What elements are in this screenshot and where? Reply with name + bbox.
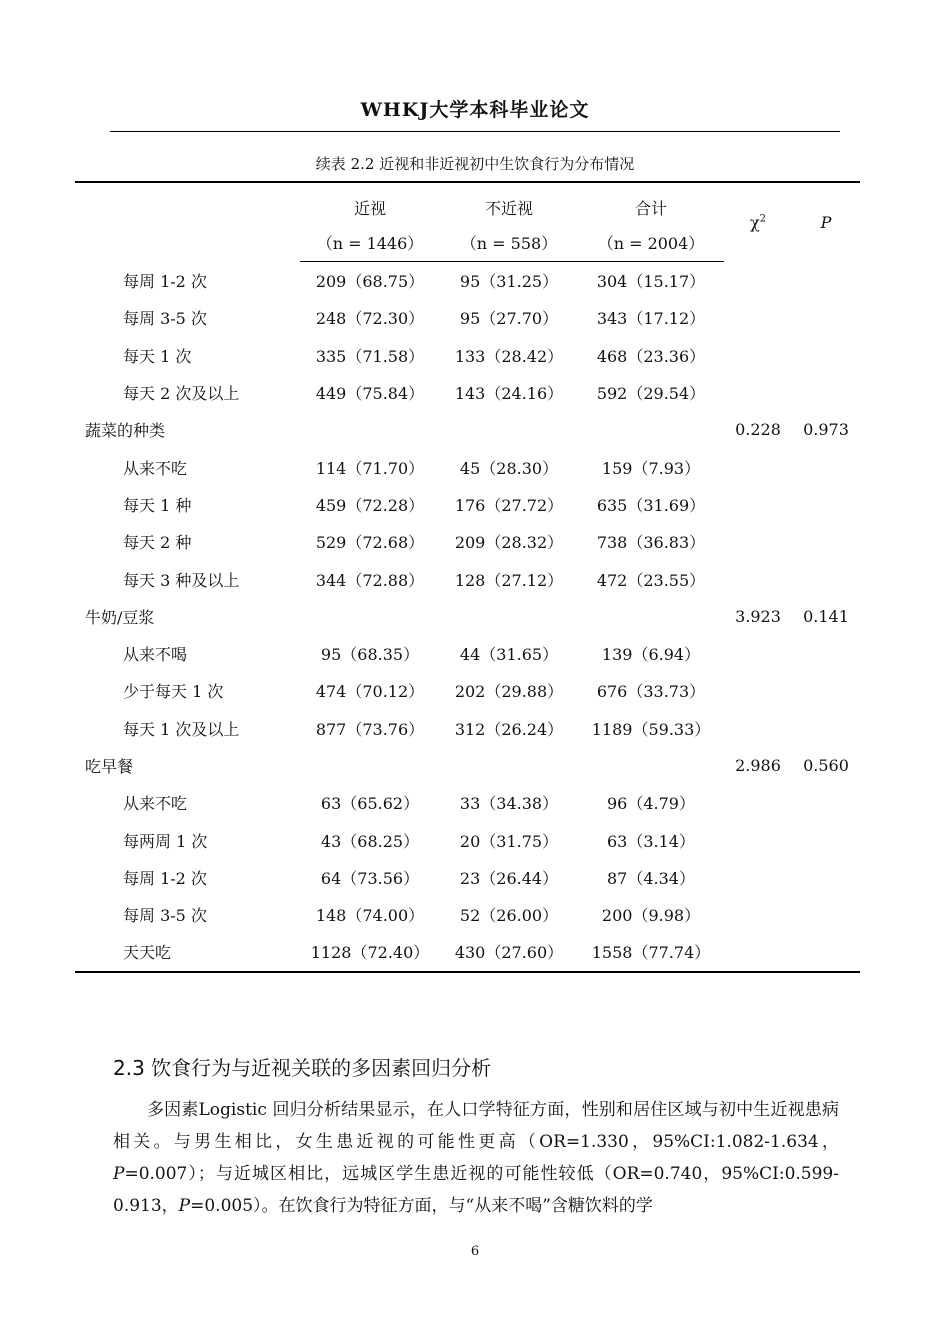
cell-chi-square bbox=[724, 933, 792, 971]
cell-total: 1558（77.74） bbox=[578, 933, 724, 971]
row-subcategory-label: 每天 2 种 bbox=[123, 533, 192, 553]
cell-myopia: 64（73.56） bbox=[320, 868, 420, 888]
cell-total: 63（3.14） bbox=[607, 831, 695, 851]
cell-p-value bbox=[792, 374, 860, 411]
cell-p-value bbox=[792, 784, 860, 821]
cell-non-myopia: 312（26.24） bbox=[454, 719, 564, 739]
table-caption: 续表 2.2 近视和非近视初中生饮食行为分布情况 bbox=[315, 155, 635, 173]
cell-p-value bbox=[792, 859, 860, 896]
row-subcategory-label: 天天吃 bbox=[75, 933, 300, 971]
cell-non-myopia: 33（34.38） bbox=[459, 794, 559, 814]
cell-chi-square bbox=[724, 672, 792, 709]
cell-non-myopia: 143（24.16） bbox=[454, 384, 564, 404]
row-subcategory-label: 每周 1-2 次 bbox=[123, 868, 207, 888]
cell-non-myopia: 20（31.75） bbox=[459, 831, 559, 851]
cell-chi-square bbox=[724, 859, 792, 896]
cell-p-value bbox=[792, 710, 860, 747]
cell-non-myopia: 52（26.00） bbox=[459, 906, 559, 926]
cell-myopia: 449（75.84） bbox=[315, 384, 425, 404]
cell-myopia: 1128（72.40） bbox=[300, 933, 440, 971]
row-subcategory-label: 从来不喝 bbox=[123, 645, 188, 665]
cell-chi-square bbox=[724, 337, 792, 374]
table-row bbox=[75, 262, 860, 300]
cell-p-value bbox=[792, 933, 860, 971]
cell-non-myopia: 23（26.44） bbox=[459, 868, 559, 888]
table-row bbox=[75, 896, 860, 933]
cell-total: 96（4.79） bbox=[607, 794, 695, 814]
cell-myopia bbox=[300, 747, 440, 784]
table-row bbox=[75, 821, 860, 858]
column-subheader-myopia-n: （n = 1446） bbox=[300, 223, 440, 262]
column-subheader-total-n: （n = 2004） bbox=[578, 223, 724, 262]
cell-chi-square bbox=[724, 262, 792, 300]
cell-chi-square: 3.923 bbox=[735, 606, 781, 626]
cell-myopia bbox=[300, 411, 440, 448]
row-subcategory-label: 每天 2 次及以上 bbox=[123, 384, 240, 404]
section-heading: 2.3 饮食行为与近视关联的多因素回归分析 bbox=[113, 1056, 492, 1080]
table-row bbox=[75, 523, 860, 560]
table-row bbox=[75, 560, 860, 597]
row-subcategory-label: 每周 3-5 次 bbox=[123, 309, 207, 329]
table-row bbox=[75, 747, 860, 784]
cell-p-value: 0.973 bbox=[803, 420, 849, 440]
row-subcategory-label: 每两周 1 次 bbox=[123, 831, 208, 851]
body-paragraph: 多因素Logistic 回归分析结果显示，在人口学特征方面，性别和居住区域与初中生近视患病相关。与男生相比，女生患近视的可能性更高（OR=1.330，95%CI:1.082-1.634，P=0.007）；与近城区相比，远城区学生患近视的可能性较低（OR=0.740，95%CI:0.599-0.913，P=0.005）。在饮食行为特征方面，与“从来不喝”含糖饮料的学 bbox=[113, 1100, 839, 1216]
thesis-header-title: WHKJ大学本科毕业论文 bbox=[360, 99, 590, 121]
table-row bbox=[75, 411, 860, 448]
column-header-total: 合计 bbox=[578, 182, 724, 223]
row-subcategory-label: 每天 1 种 bbox=[123, 495, 192, 515]
cell-total: 468（23.36） bbox=[596, 346, 706, 366]
cell-p-value bbox=[792, 560, 860, 597]
row-subcategory-label: 每周 3-5 次 bbox=[123, 906, 207, 926]
table-row bbox=[75, 933, 860, 971]
cell-chi-square bbox=[724, 560, 792, 597]
cell-p-value bbox=[792, 523, 860, 560]
column-header-myopia: 近视 bbox=[300, 182, 440, 223]
table-row bbox=[75, 635, 860, 672]
cell-myopia bbox=[300, 598, 440, 635]
cell-myopia: 209（68.75） bbox=[315, 272, 425, 292]
table-row bbox=[75, 598, 860, 635]
cell-non-myopia: 95（27.70） bbox=[459, 309, 559, 329]
header-rule bbox=[110, 131, 840, 132]
cell-total bbox=[578, 411, 724, 448]
cell-p-value: 0.560 bbox=[803, 756, 849, 775]
row-category-label: 牛奶/豆浆 bbox=[85, 607, 155, 627]
cell-chi-square bbox=[724, 374, 792, 411]
table-row bbox=[75, 448, 860, 485]
column-header-blank bbox=[75, 182, 300, 262]
cell-p-value: 0.141 bbox=[803, 606, 849, 626]
cell-non-myopia bbox=[440, 598, 578, 635]
cell-total: 200（9.98） bbox=[601, 906, 701, 926]
cell-p-value bbox=[792, 262, 860, 300]
cell-total: 159（7.93） bbox=[601, 458, 701, 478]
cell-chi-square bbox=[724, 299, 792, 336]
cell-non-myopia: 45（28.30） bbox=[459, 458, 559, 478]
cell-p-value bbox=[792, 672, 860, 709]
row-subcategory-label: 每天 1 次 bbox=[123, 346, 192, 366]
cell-p-value bbox=[792, 635, 860, 672]
row-subcategory-label: 每天 3 种及以上 bbox=[123, 570, 240, 590]
column-header-non-myopia: 不近视 bbox=[440, 182, 578, 223]
cell-total: 472（23.55） bbox=[596, 570, 706, 590]
cell-myopia: 459（72.28） bbox=[315, 495, 425, 515]
diet-myopia-table bbox=[75, 181, 860, 973]
table-row bbox=[75, 859, 860, 896]
cell-non-myopia: 176（27.72） bbox=[454, 495, 564, 515]
cell-total: 343（17.12） bbox=[596, 309, 706, 329]
cell-non-myopia: 430（27.60） bbox=[440, 933, 578, 971]
row-subcategory-label: 从来不吃 bbox=[123, 794, 188, 814]
cell-total: 635（31.69） bbox=[596, 495, 706, 515]
cell-myopia: 63（65.62） bbox=[320, 794, 420, 814]
cell-total: 592（29.54） bbox=[596, 384, 706, 404]
cell-non-myopia: 202（29.88） bbox=[454, 682, 564, 702]
column-header-chi-square: $\chi^2$ bbox=[724, 182, 792, 262]
cell-chi-square bbox=[724, 635, 792, 672]
cell-chi-square bbox=[724, 896, 792, 933]
table-row bbox=[75, 784, 860, 821]
cell-chi-square bbox=[724, 784, 792, 821]
table-row bbox=[75, 299, 860, 336]
cell-non-myopia: 209（28.32） bbox=[454, 533, 564, 553]
cell-chi-square bbox=[724, 710, 792, 747]
table-row bbox=[75, 486, 860, 523]
row-category-label: 蔬菜的种类 bbox=[85, 421, 166, 441]
table-row bbox=[75, 672, 860, 709]
cell-chi-square: 2.986 bbox=[735, 756, 781, 775]
cell-p-value bbox=[792, 299, 860, 336]
cell-chi-square bbox=[724, 821, 792, 858]
cell-p-value bbox=[792, 448, 860, 485]
cell-total: 139（6.94） bbox=[601, 645, 701, 665]
cell-non-myopia: 128（27.12） bbox=[454, 570, 564, 590]
cell-non-myopia: 133（28.42） bbox=[454, 346, 564, 366]
cell-p-value bbox=[792, 337, 860, 374]
column-subheader-non-myopia-n: （n = 558） bbox=[440, 223, 578, 262]
cell-myopia: 95（68.35） bbox=[320, 645, 420, 665]
row-subcategory-label: 少于每天 1 次 bbox=[123, 682, 224, 702]
cell-p-value bbox=[792, 821, 860, 858]
cell-total: 738（36.83） bbox=[596, 533, 706, 553]
cell-chi-square bbox=[724, 486, 792, 523]
cell-myopia: 474（70.12） bbox=[315, 682, 425, 702]
cell-myopia: 529（72.68） bbox=[315, 533, 425, 553]
cell-total bbox=[578, 747, 724, 784]
row-subcategory-label: 每天 1 次及以上 bbox=[123, 719, 240, 739]
cell-myopia: 43（68.25） bbox=[320, 831, 420, 851]
table-row bbox=[75, 337, 860, 374]
cell-non-myopia bbox=[440, 747, 578, 784]
cell-non-myopia: 44（31.65） bbox=[459, 645, 559, 665]
cell-myopia: 335（71.58） bbox=[315, 346, 425, 366]
cell-non-myopia: 95（31.25） bbox=[459, 272, 559, 292]
cell-myopia: 877（73.76） bbox=[315, 719, 425, 739]
cell-total: 87（4.34） bbox=[607, 868, 695, 888]
cell-myopia: 114（71.70） bbox=[315, 458, 425, 478]
row-category-label: 吃早餐 bbox=[85, 757, 134, 776]
cell-p-value bbox=[792, 896, 860, 933]
cell-myopia: 248（72.30） bbox=[315, 309, 425, 329]
cell-chi-square: 0.228 bbox=[735, 420, 781, 440]
cell-chi-square bbox=[724, 448, 792, 485]
cell-myopia: 148（74.00） bbox=[315, 906, 425, 926]
row-subcategory-label: 从来不吃 bbox=[123, 458, 188, 478]
cell-total: 1189（59.33） bbox=[591, 719, 711, 739]
cell-p-value bbox=[792, 486, 860, 523]
cell-total bbox=[578, 598, 724, 635]
row-subcategory-label: 每周 1-2 次 bbox=[123, 271, 207, 291]
cell-myopia: 344（72.88） bbox=[315, 570, 425, 590]
page-number: 6 bbox=[470, 1244, 480, 1259]
cell-non-myopia bbox=[440, 411, 578, 448]
cell-total: 304（15.17） bbox=[596, 272, 706, 292]
cell-total: 676（33.73） bbox=[596, 682, 706, 702]
table-row bbox=[75, 374, 860, 411]
cell-chi-square bbox=[724, 523, 792, 560]
table-row bbox=[75, 710, 860, 747]
column-header-p: P bbox=[792, 182, 860, 262]
